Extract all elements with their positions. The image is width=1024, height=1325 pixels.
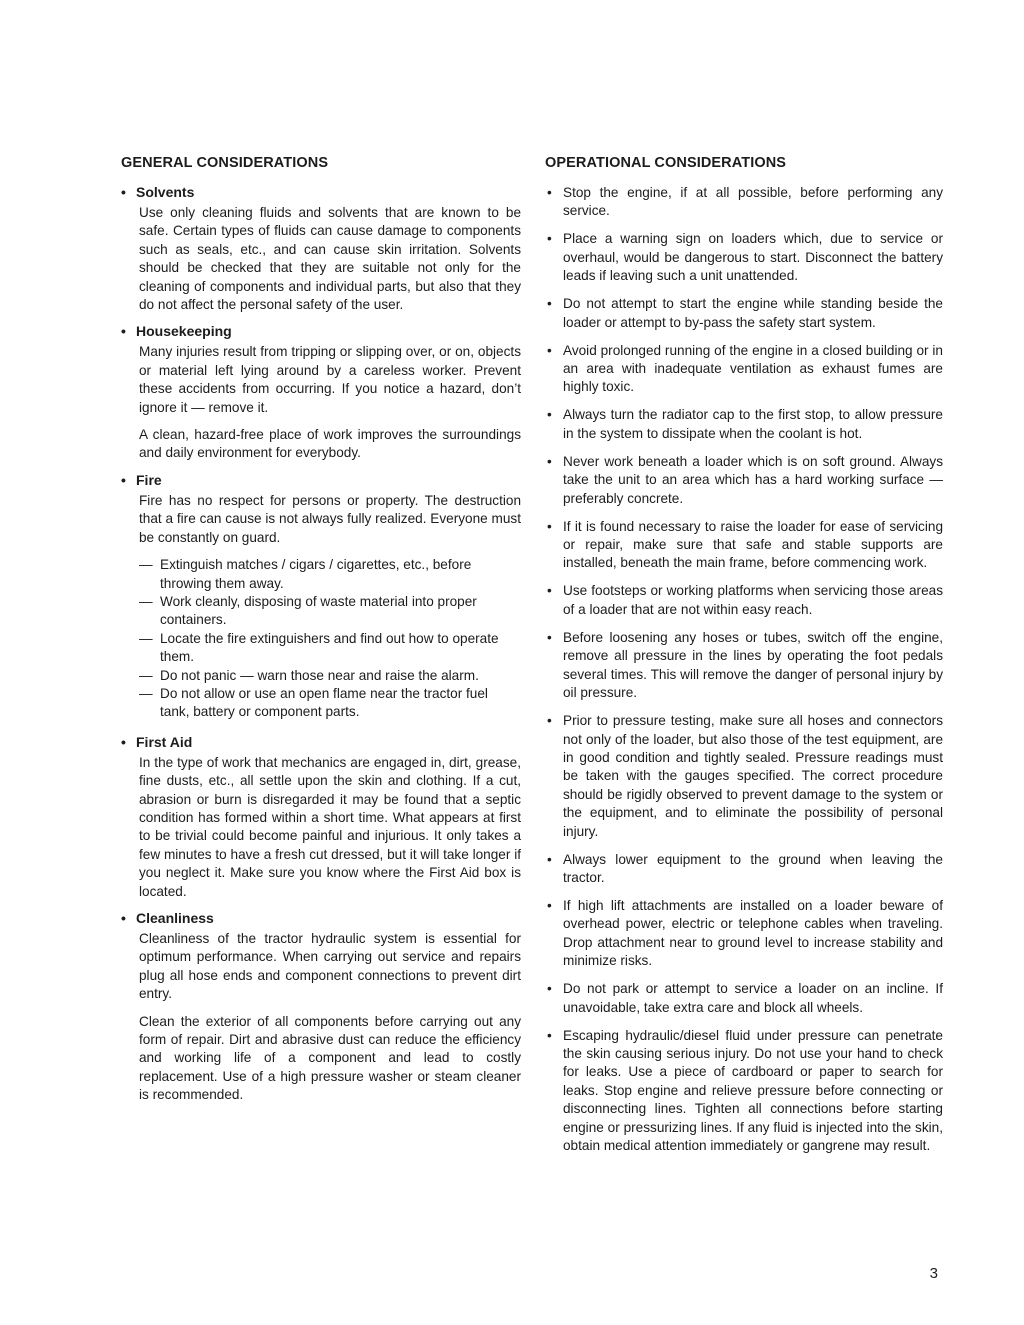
- bullet-icon: •: [547, 897, 552, 913]
- topic-cleanliness: [121, 910, 521, 1105]
- bullet-icon: •: [547, 231, 552, 247]
- list-item: • Never work beneath a loader which is on soft ground. Always take the unit to an area which has a hard working surface — preferably concrete.: [547, 453, 943, 506]
- operational-considerations-title: OPERATIONAL CONSIDERATIONS: [545, 155, 787, 171]
- list-item: • Before loosening any hoses or tubes, switch off the engine, remove all pressure in the lines by operating the foot pedals several times. This will remove the danger of personal injury by oil pressure.: [547, 629, 943, 701]
- topic-fire: [121, 472, 521, 722]
- bullet-icon: •: [121, 733, 126, 750]
- topic-first-aid: [121, 734, 521, 901]
- list-item: • Always turn the radiator cap to the first stop, to allow pressure in the system to dissipate when the coolant is hot.: [547, 407, 943, 441]
- list-item: • Stop the engine, if at all possible, before performing any service.: [547, 185, 943, 219]
- general-considerations-title: GENERAL CONSIDERATIONS: [121, 155, 329, 171]
- dash-icon: —: [139, 557, 153, 573]
- topic-heading: [121, 184, 521, 200]
- list-item: • Do not park or attempt to service a loader on an incline. If unavoidable, take extra care and block all wheels.: [547, 981, 943, 1015]
- dash-icon: —: [139, 593, 153, 609]
- solvents-heading: Solvents: [136, 184, 195, 200]
- cleanliness-paragraph-2: Clean the exterior of all components before carrying out any form of repair. Dirt and abrasive dust can reduce the efficiency and working life of a component and lead to costly replacement. Use of a high pressure washer or steam cleaner is recommended.: [139, 1013, 521, 1103]
- bullet-icon: •: [547, 342, 552, 358]
- housekeeping-paragraph-2: A clean, hazard-free place of work improves the surroundings and daily environment for everybody.: [139, 427, 521, 461]
- dash-icon: —: [139, 667, 153, 683]
- cleanliness-paragraph-1: Cleanliness of the tractor hydraulic system is essential for optimum performance. When carrying out service and repairs plug all hose ends and component connections to prevent dirt entry.: [139, 931, 521, 1002]
- bullet-icon: •: [547, 981, 552, 997]
- list-item: • Escaping hydraulic/diesel fluid under pressure can penetrate the skin causing serious injury. Do not use your hand to check for leaks. Use a piece of cardboard or paper to search for leaks. Stop engine and relieve pressure before connecting or disconnecting lines. Tighten all connections before starting engine or pressurizing lines. If any fluid is injected into the skin, obtain medical attention immediately or gangrene may result.: [547, 1027, 943, 1153]
- list-item: • Avoid prolonged running of the engine in a closed building or in an area with inadequate ventilation as exhaust fumes are highly toxic.: [547, 342, 943, 395]
- bullet-icon: •: [121, 910, 126, 926]
- topic-housekeeping: [121, 323, 521, 462]
- operational-considerations-column: [545, 155, 943, 1165]
- fire-heading: Fire: [136, 471, 162, 488]
- page-number: 3: [929, 1265, 938, 1282]
- list-item: — Extinguish matches / cigars / cigarettes, etc., before throwing them away.: [139, 557, 472, 591]
- bullet-icon: •: [547, 296, 552, 312]
- list-item: — Work cleanly, disposing of waste material into proper containers.: [139, 593, 477, 628]
- list-item: • Place a warning sign on loaders which, due to service or overhaul, would be dangerous to start. Disconnect the battery leads if leaving such a unit unattended.: [547, 231, 943, 284]
- operational-list: [545, 184, 943, 1155]
- bullet-icon: •: [547, 713, 552, 729]
- list-item: • Always lower equipment to the ground when leaving the tractor.: [547, 851, 943, 885]
- dash-icon: —: [139, 685, 153, 701]
- bullet-icon: •: [547, 407, 552, 423]
- bullet-icon: •: [121, 184, 126, 200]
- housekeeping-heading: Housekeeping: [136, 323, 232, 340]
- bullet-icon: •: [121, 323, 126, 340]
- topic-heading: [121, 910, 521, 926]
- list-item: • Use footsteps or working platforms when servicing those areas of a loader that are not within easy reach.: [547, 583, 943, 617]
- bullet-icon: •: [547, 185, 552, 200]
- list-item: — Locate the fire extinguishers and find out how to operate them.: [139, 630, 499, 665]
- topic-solvents: [121, 184, 521, 314]
- bullet-icon: •: [547, 518, 552, 534]
- topic-heading: [121, 472, 521, 488]
- cleanliness-heading: Cleanliness: [136, 910, 214, 926]
- bullet-icon: •: [547, 583, 552, 599]
- topic-heading: [121, 734, 521, 750]
- bullet-icon: •: [547, 851, 552, 867]
- general-considerations-column: [121, 155, 521, 1114]
- list-item: • Do not attempt to start the engine while standing beside the loader or attempt to by-pass the safety start system.: [547, 296, 943, 330]
- housekeeping-paragraph-1: Many injuries result from tripping or slipping over, or on, objects or material left lying around by a careless worker. Prevent these accidents from occurring. If you notice a hazard, don’t ignore it — remove it.: [139, 344, 521, 415]
- bullet-icon: •: [547, 629, 552, 645]
- bullet-icon: •: [547, 453, 552, 469]
- first-aid-paragraph: In the type of work that mechanics are engaged in, dirt, grease, fine dusts, etc., all settle upon the skin and clothing. If a cut, abrasion or burn is disregarded it may be found that a septic condition has formed within a short time. What appears at first to be trivial could become painful and injurious. It only takes a few minutes to have a fresh cut dressed, but it will take longer if you neglect it. Make sure you know where the First Aid box is located.: [139, 754, 521, 899]
- topic-heading: [121, 323, 521, 339]
- list-item: — Do not panic — warn those near and raise the alarm.: [139, 667, 521, 685]
- list-item: — Do not allow or use an open flame near the tractor fuel tank, battery or component parts.: [139, 685, 488, 720]
- solvents-paragraph: Use only cleaning fluids and solvents that are known to be safe. Certain types of fluids can cause damage to components such as seals, etc., and can cause skin irritation. Solvents should be checked that they are suitable not only for the cleaning of components and individual parts, but also that they do not affect the personal safety of the user.: [139, 205, 521, 313]
- list-item: • If high lift attachments are installed on a loader beware of overhead power, electric or telephone cables when traveling. Drop attachment near to ground level to increase stability and minimize risks.: [547, 897, 943, 969]
- fire-paragraph: Fire has no respect for persons or property. The destruction that a fire can cause is not always fully realized. Everyone must be constantly on guard.: [139, 492, 521, 545]
- first-aid-heading: First Aid: [136, 733, 193, 750]
- dash-icon: —: [139, 630, 153, 646]
- bullet-icon: •: [547, 1027, 552, 1043]
- list-item: • If it is found necessary to raise the loader for ease of servicing or repair, make sure that safe and stable supports are installed, beneath the main frame, before commencing work.: [547, 518, 943, 571]
- list-item: • Prior to pressure testing, make sure all hoses and connectors not only of the loader, but also those of the test equipment, are in good condition and tightly sealed. Pressure readings must be taken with the gauges specified. The correct procedure should be rigidly observed to prevent damage to the system or the equipment, and to eliminate the possibility of personal injury.: [547, 713, 943, 839]
- fire-dash-list: [121, 556, 521, 722]
- bullet-icon: •: [121, 471, 126, 488]
